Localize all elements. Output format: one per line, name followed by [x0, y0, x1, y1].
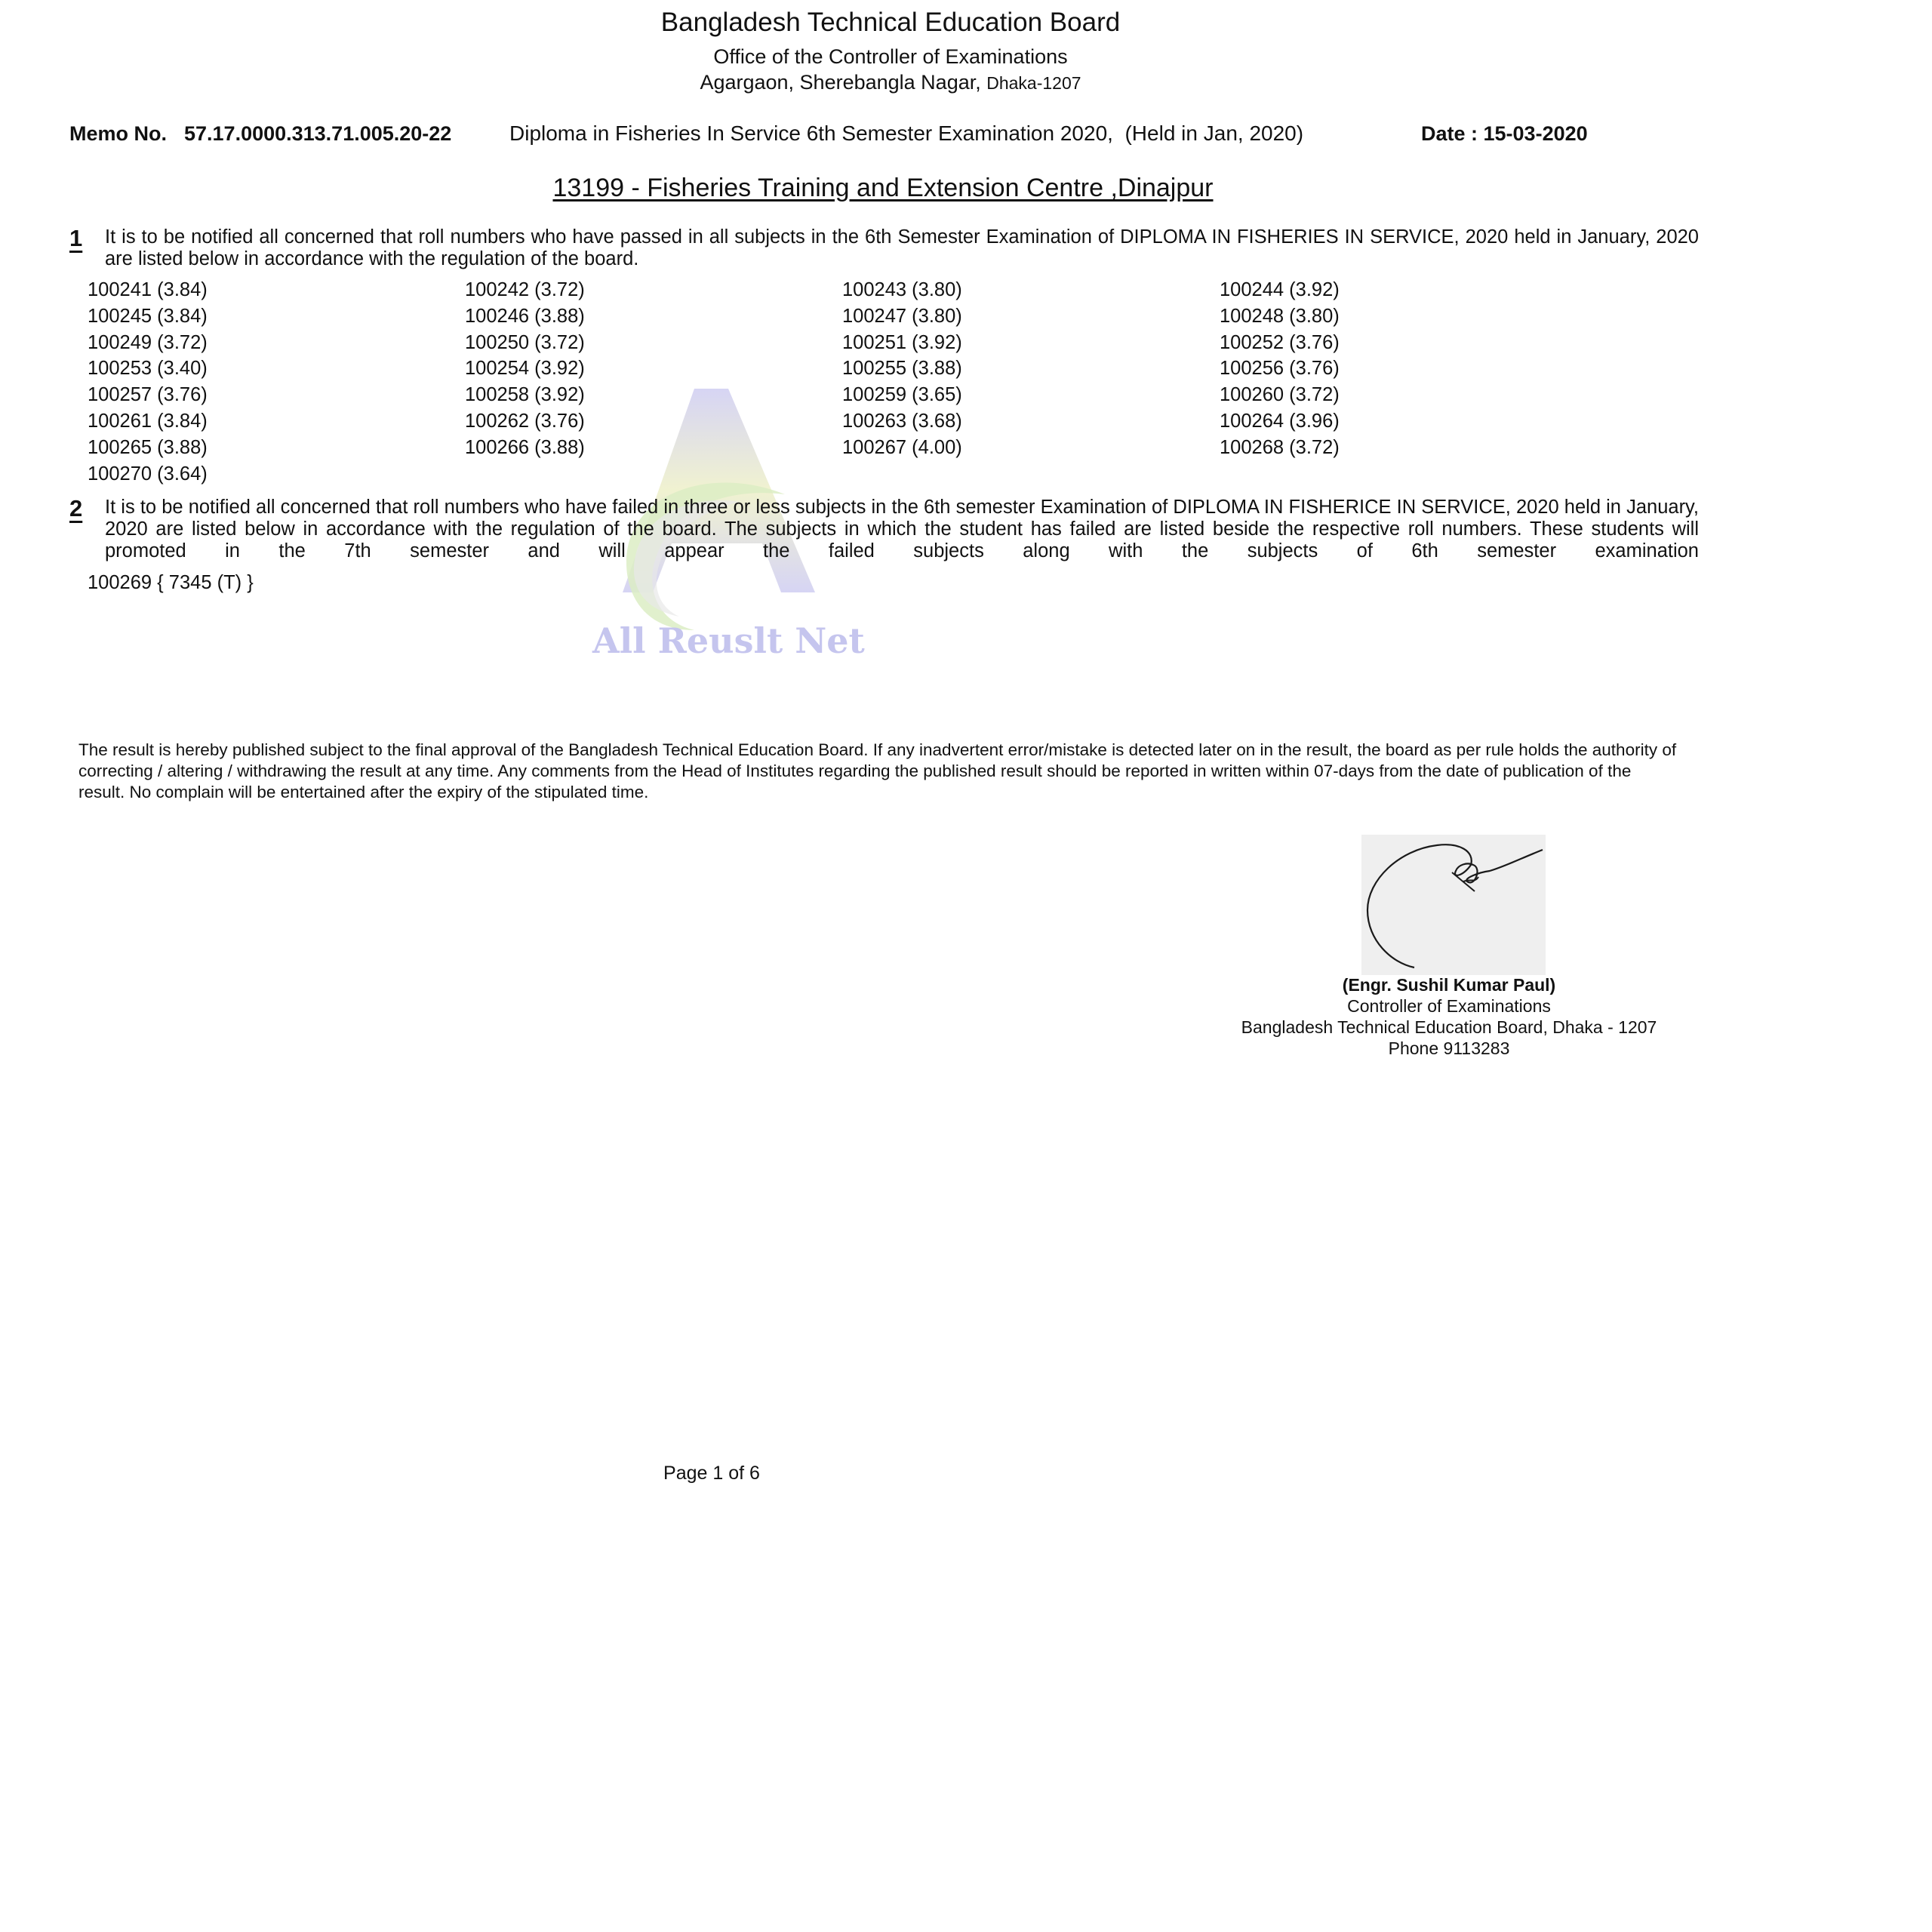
result-entry: 100248 (3.80): [1220, 305, 1340, 327]
office-line: Office of the Controller of Examinations: [713, 45, 1068, 68]
board-title: Bangladesh Technical Education Board: [660, 8, 1121, 37]
signatory-phone: Phone 9113283: [1388, 1038, 1510, 1058]
address-line: [0, 71, 1781, 94]
watermark-text: All Reuslt Net: [592, 620, 865, 661]
page-number: Page 1 of 6: [663, 1463, 760, 1484]
result-entry: 100251 (3.92): [842, 331, 962, 353]
result-entry: 100263 (3.68): [842, 410, 962, 432]
memo-number: 57.17.0000.313.71.005.20-22: [184, 122, 452, 145]
result-entry: 100252 (3.76): [1220, 331, 1340, 353]
signatory-organization: Bangladesh Technical Education Board, Dhaka - 1207: [1241, 1017, 1657, 1037]
disclaimer: The result is hereby published subject to the final approval of the Bangladesh Technical Education Board. If any inadvertent error/mistake is detected later on in the result, the board as per rule holds the authority of correcting / altering / withdrawing the result at any time. Any comments from the Head of Institutes regarding the published result should be reported in written within 07-days from the date of publication of the result. No complain will be entertained after the expiry of the stipulated time.: [78, 740, 1677, 801]
address-city: Dhaka-1207: [986, 73, 1081, 93]
section-2-number: 2: [69, 495, 83, 521]
section-1-number: 1: [69, 225, 83, 251]
result-entry: 100253 (3.40): [88, 358, 208, 380]
section-1-text: It is to be notified all concerned that roll numbers who have passed in all subjects in the 6th Semester Examination of DIPLOMA IN FISHERIES IN SERVICE, 2020 held in January, 2020 are listed below in accordance with the regulation of the board.: [105, 226, 1699, 269]
result-entry: 100257 (3.76): [88, 384, 208, 406]
exam-title: Diploma in Fisheries In Service 6th Semester Examination 2020, (Held in Jan, 2020): [509, 122, 1304, 145]
passed-results-grid: [88, 279, 1597, 489]
signatory-title: Controller of Examinations: [1347, 996, 1551, 1016]
result-entry: 100266 (3.88): [465, 436, 585, 458]
signatory-name: (Engr. Sushil Kumar Paul): [1342, 975, 1556, 995]
failed-result-entry: 100269 { 7345 (T) }: [88, 572, 254, 593]
result-entry: 100241 (3.84): [88, 279, 208, 300]
result-entry: 100256 (3.76): [1220, 358, 1340, 380]
result-entry: 100254 (3.92): [465, 358, 585, 380]
result-entry: 100264 (3.96): [1220, 410, 1340, 432]
result-entry: 100267 (4.00): [842, 436, 962, 458]
signature-image: [1361, 835, 1546, 975]
result-entry: 100244 (3.92): [1220, 279, 1340, 300]
section-2-text: It is to be notified all concerned that roll numbers who have failed in three or less subjects in the 6th semester Examination of DIPLOMA IN FISHERICE IN SERVICE, 2020 held in January, 2020 are listed below in accordance with the regulation of the board. The subjects in which the student has failed are listed beside the respective roll numbers. These students will promoted in the 7th semester and will appear the failed subjects along with the subjects of 6th semester examination: [105, 497, 1699, 561]
result-entry: 100247 (3.80): [842, 305, 962, 327]
result-entry: 100242 (3.72): [465, 279, 585, 300]
result-entry: 100258 (3.92): [465, 384, 585, 406]
institute-title: 13199 - Fisheries Training and Extension Centre ,Dinajpur: [552, 174, 1214, 202]
address-main: Agargaon, Sherebangla Nagar,: [700, 71, 987, 94]
result-entry: 100262 (3.76): [465, 410, 585, 432]
result-entry: 100260 (3.72): [1220, 384, 1340, 406]
result-entry: 100245 (3.84): [88, 305, 208, 327]
result-entry: 100268 (3.72): [1220, 436, 1340, 458]
result-entry: 100250 (3.72): [465, 331, 585, 353]
result-entry: 100265 (3.88): [88, 436, 208, 458]
result-entry: 100259 (3.65): [842, 384, 962, 406]
result-entry: 100249 (3.72): [88, 331, 208, 353]
memo-date: Date : 15-03-2020: [1421, 122, 1588, 145]
result-entry: 100255 (3.88): [842, 358, 962, 380]
result-entry: 100261 (3.84): [88, 410, 208, 432]
memo-label: Memo No.: [69, 122, 168, 145]
result-entry: 100246 (3.88): [465, 305, 585, 327]
result-entry: 100270 (3.64): [88, 463, 208, 485]
result-entry: 100243 (3.80): [842, 279, 962, 300]
